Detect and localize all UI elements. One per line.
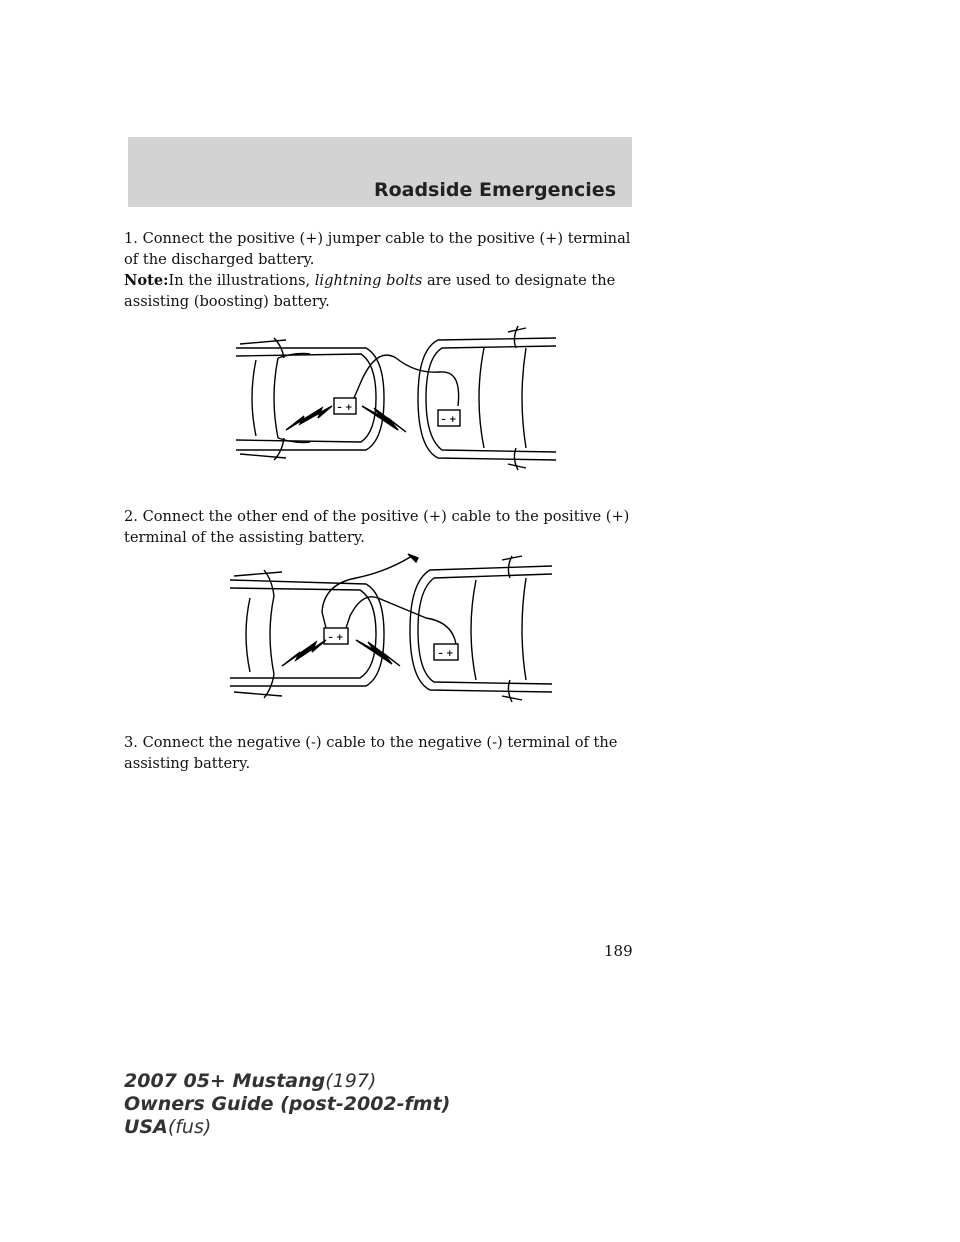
note-text-pre: In the illustrations, — [168, 272, 315, 289]
footer-model: 2007 05+ Mustang — [124, 1070, 326, 1092]
section-header-band — [128, 137, 632, 207]
discharged-car — [236, 338, 384, 460]
battery-assisting-label: – + — [441, 415, 457, 425]
page-number: 189 — [604, 942, 633, 960]
footer-guide: Owners Guide (post-2002-fmt) — [124, 1093, 451, 1115]
footer-region-code: (fus) — [167, 1116, 212, 1138]
step-1-text: 1. Connect the positive (+) jumper cable to the positive (+) terminal of the discharged battery. — [124, 230, 631, 268]
lightning-bolt-icon — [282, 640, 326, 666]
assisting-car — [410, 556, 552, 702]
battery-discharged-label: – + — [337, 403, 353, 413]
positive-cable — [346, 597, 456, 644]
note-text-post: are used to designate the assisting (boosting) battery. — [124, 272, 616, 310]
lightning-bolt-icon — [356, 640, 400, 666]
illustration-step-2 — [226, 552, 566, 714]
note-emphasis: lightning bolts — [314, 272, 423, 289]
negative-cable — [322, 556, 412, 628]
battery-assisting-label: – + — [438, 649, 454, 659]
illustration-step-1 — [226, 318, 566, 480]
step-3-text: 3. Connect the negative (-) cable to the negative (-) terminal of the assisting battery. — [124, 734, 618, 772]
discharged-car — [230, 570, 384, 698]
lightning-bolt-icon — [286, 406, 332, 430]
note-paragraph — [124, 270, 634, 312]
section-title: Roadside Emergencies — [373, 179, 616, 201]
step-2-text: 2. Connect the other end of the positive (+) cable to the positive (+) terminal of the assisting battery. — [124, 508, 630, 546]
battery-discharged-label: – + — [328, 633, 344, 643]
note-label: Note: — [124, 272, 169, 289]
footer-model-code: (197) — [325, 1070, 377, 1092]
footer-region: USA — [124, 1116, 168, 1138]
assisting-car — [418, 326, 556, 470]
document-footer — [124, 1070, 450, 1139]
